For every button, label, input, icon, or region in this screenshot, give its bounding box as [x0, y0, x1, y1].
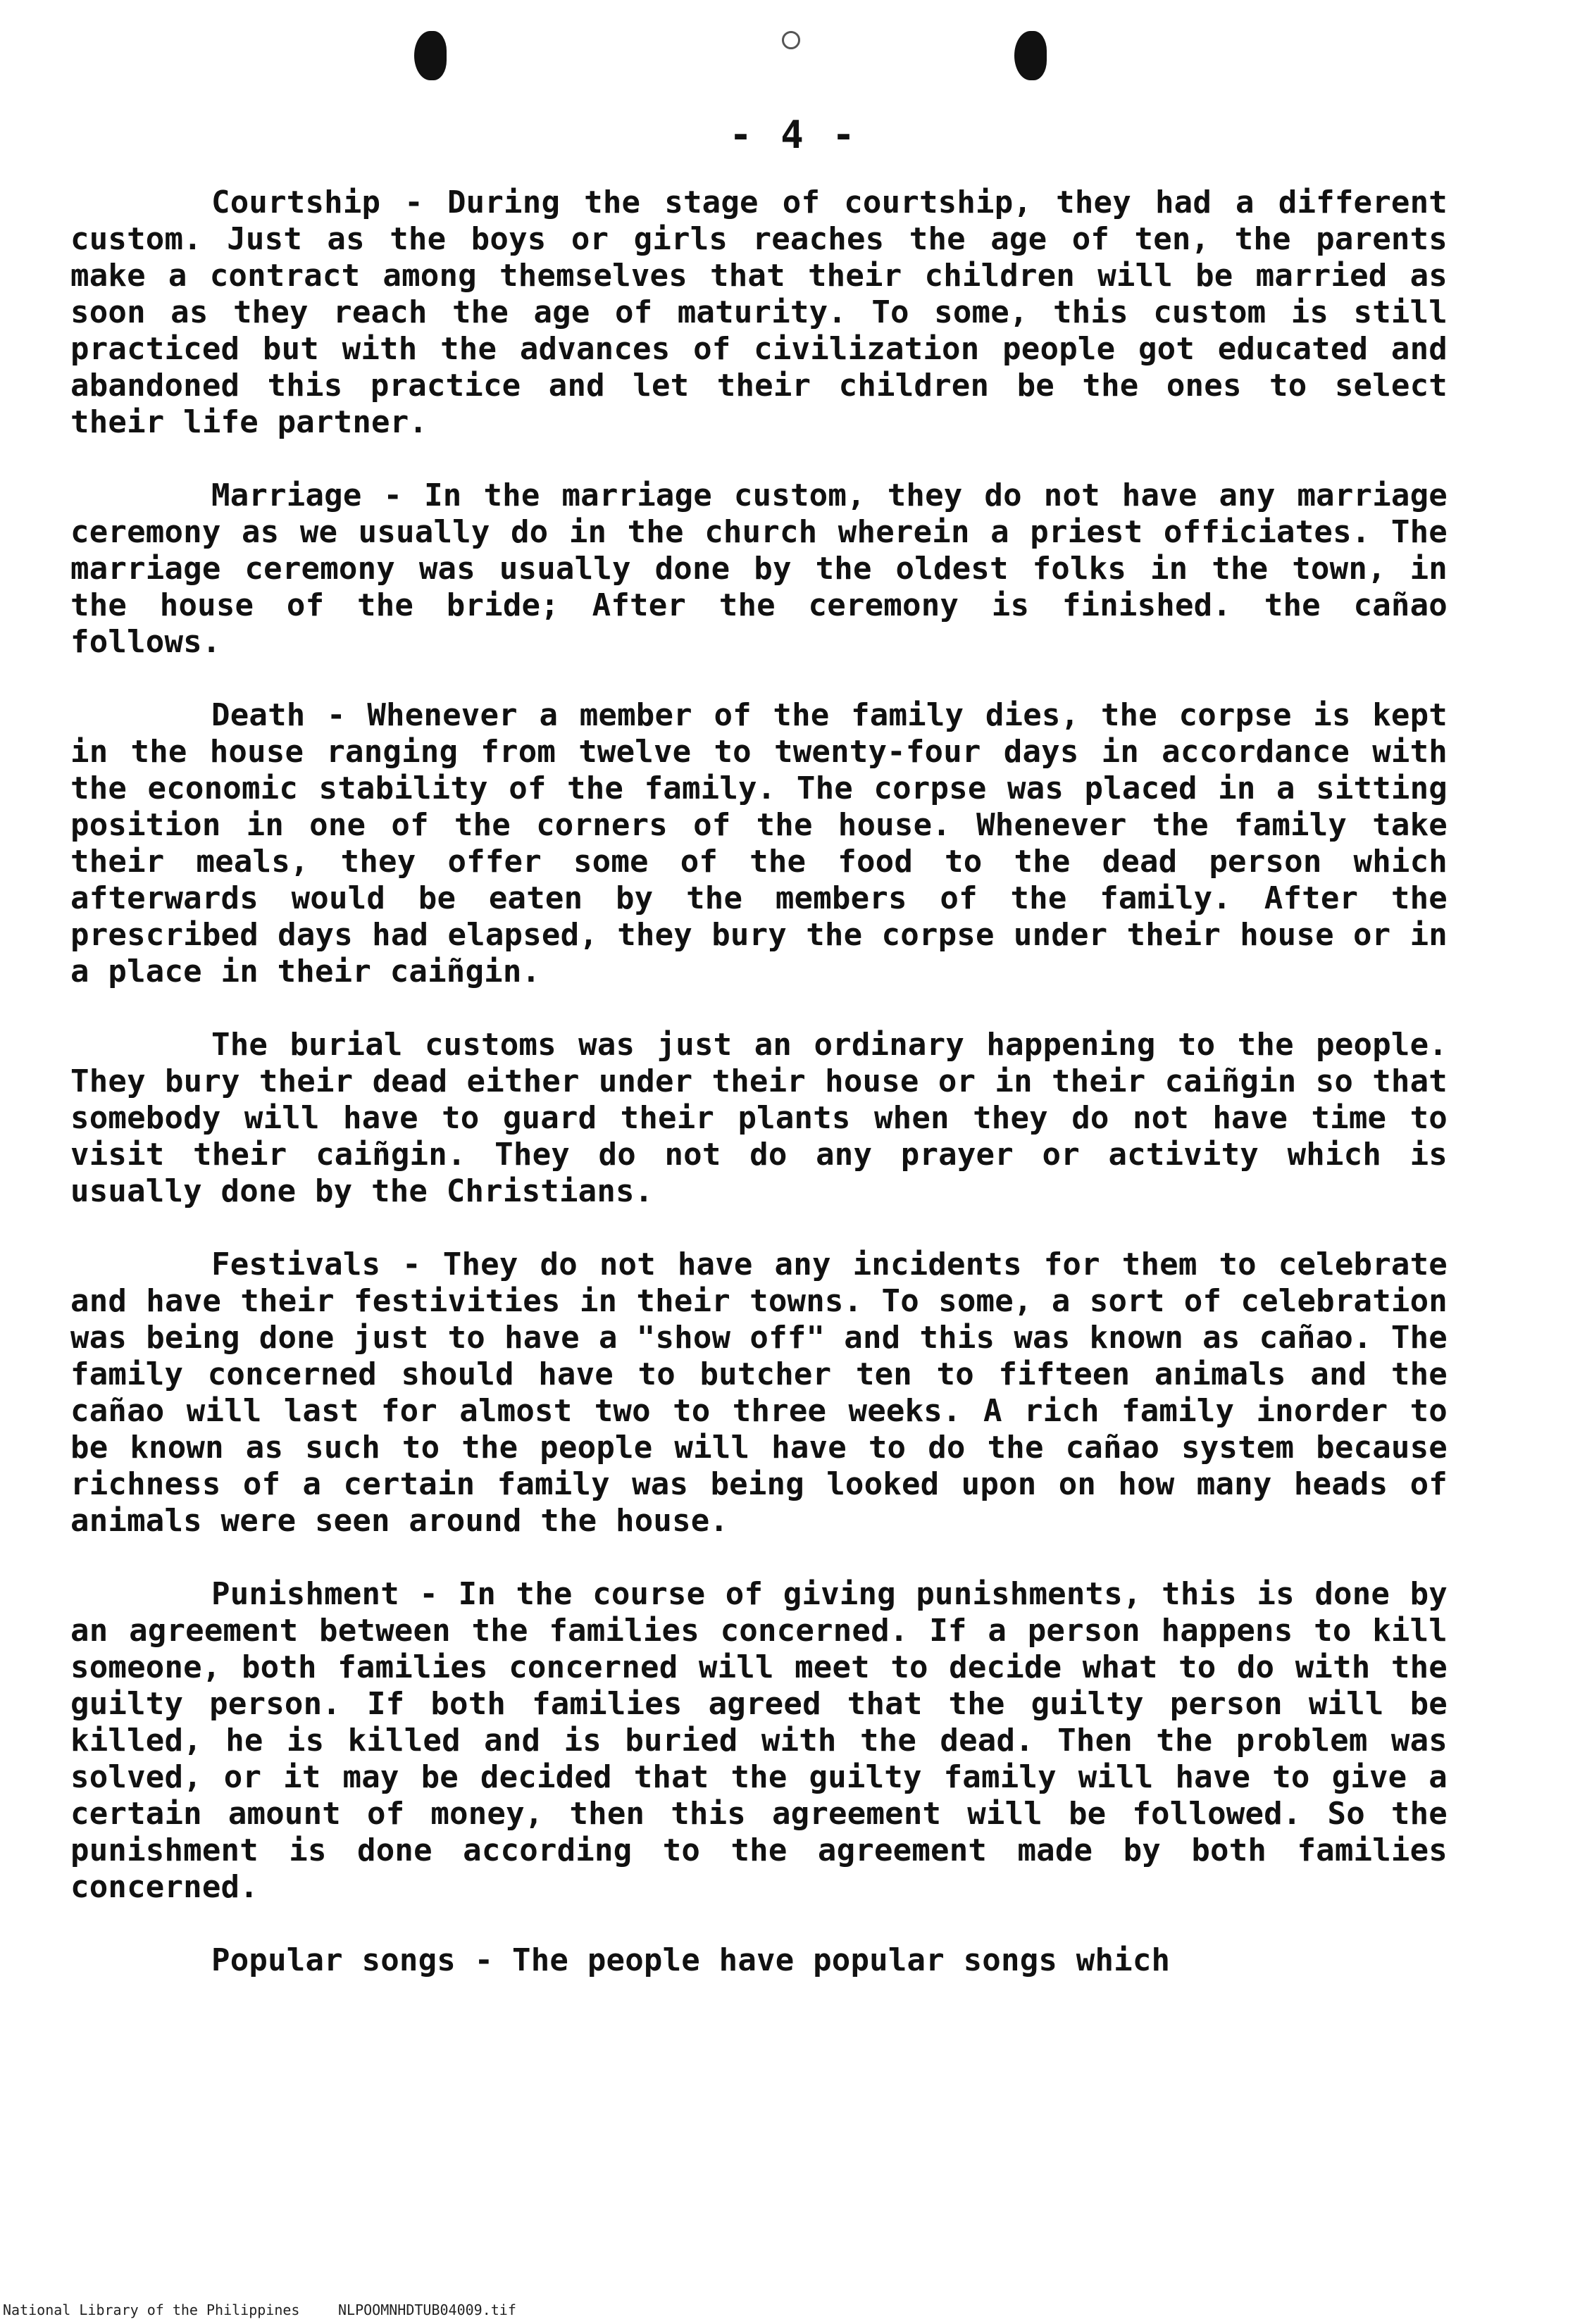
- paragraph-text: - In the marriage custom, they do not have any marriage ceremony as we usually do in the church wherein a priest officiates. The marriage ceremony was usually done by the oldest folks in the town, in the house of the bride; After the ceremony is finished. the cañao follows.: [70, 477, 1448, 660]
- paragraph-term: Punishment: [211, 1576, 399, 1612]
- paragraph-courtship: [70, 185, 1448, 441]
- paragraph-term: Death: [211, 697, 306, 733]
- paragraph-burial: [70, 1027, 1448, 1210]
- paragraph-festivals: [70, 1247, 1448, 1539]
- document-body: [70, 185, 1448, 2016]
- paragraph-term: Popular songs: [211, 1942, 456, 1978]
- paragraph-text: - Whenever a member of the family dies, the corpse is kept in the house ranging from twelve to twenty-four days in accordance with the economic stability of the family. The corpse was placed in a sitting position in one of the corners of the house. Whenever the family take their meals, they offer some of the food to the dead person which afterwards would be eaten by the members of the family. After the prescribed days had elapsed, they bury the corpse under their house or in a place in their caiñgin.: [70, 697, 1448, 989]
- paragraph-term: Festivals: [211, 1247, 381, 1282]
- footer-library: National Library of the Philippines: [3, 2301, 300, 2318]
- punch-hole-left: [414, 31, 447, 80]
- paragraph-term: Marriage: [211, 477, 362, 513]
- seal-mark: [782, 31, 800, 49]
- paragraph-text: - The people have popular songs which: [455, 1942, 1171, 1978]
- paragraph-marriage: [70, 477, 1448, 661]
- paragraph-text: - In the course of giving punishments, this is done by an agreement between the families concerned. If a person happens to kill someone, both families concerned will meet to decide what to do with the guilty person. If both families agreed that the guilty person will be killed, he is killed and is buried with the dead. Then the problem was solved, or it may be decided that the guilty family will have to give a certain amount of money, then this agreement will be followed. So the punishment is done according to the agreement made by both families concerned.: [70, 1576, 1448, 1905]
- paragraph-term: Courtship: [211, 185, 381, 220]
- scan-footer: [0, 2301, 1587, 2318]
- punch-hole-right: [1014, 31, 1047, 80]
- page-number: - 4 -: [729, 113, 858, 157]
- paragraph-punishment: [70, 1576, 1448, 1906]
- footer-filename: NLPOOMNHDTUB04009.tif: [338, 2301, 516, 2318]
- paragraph-text: The burial customs was just an ordinary happening to the people. They bury their dead either under their house or in their caiñgin so that somebody will have to guard their plants when they do not have time to visit their caiñgin. They do not do any prayer or activity which is usually done by the Christians.: [70, 1027, 1448, 1209]
- paragraph-text: - They do not have any incidents for them to celebrate and have their festivities in their towns. To some, a sort of celebration was being done just to have a "show off" and this was known as cañao. The family concerned should have to butcher ten to fifteen animals and the cañao will last for almost two to three weeks. A rich family inorder to be known as such to the people will have to do the cañao system because richness of a certain family was being looked upon on how many heads of animals were seen around the house.: [70, 1247, 1448, 1539]
- paragraph-popular-songs: [70, 1942, 1448, 1979]
- paragraph-death: [70, 697, 1448, 990]
- paragraph-text: - During the stage of courtship, they had a different custom. Just as the boys or girls reaches the age of ten, the parents make a contract among themselves that their children will be married as soon as they reach the age of maturity. To some, this custom is still practiced but with the advances of civilization people got educated and abandoned this practice and let their children be the ones to select their life partner.: [70, 185, 1448, 440]
